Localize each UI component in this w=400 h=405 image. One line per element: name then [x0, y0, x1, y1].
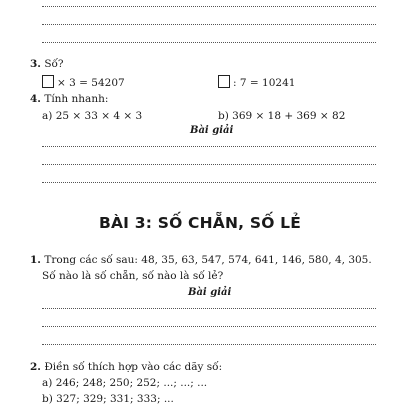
question-2-part-a: a) 246; 248; 250; 252; ...; ...; ... — [42, 377, 208, 389]
exercise-3-heading: 3. Số? — [30, 58, 64, 70]
answer-line — [42, 164, 376, 165]
answer-line — [42, 182, 376, 183]
solution-label: Bài giải — [188, 287, 232, 298]
question-2-heading: 2. Điền số thích hợp vào các dãy số: — [30, 361, 223, 373]
lesson-title: BÀI 3: SỐ CHẴN, SỐ LẺ — [98, 214, 302, 232]
question-2-part-b: b) 327; 329; 331; 333; ... — [42, 393, 174, 405]
answer-line — [42, 344, 376, 345]
question-1-line-2: Số nào là số chẵn, số nào là số lẻ? — [42, 270, 224, 282]
exercise-4-part-a: a) 25 × 33 × 4 × 3 — [42, 110, 143, 122]
exercise-3-equation-1: × 3 = 54207 — [42, 75, 125, 89]
answer-line — [42, 24, 376, 25]
blank-box[interactable] — [42, 75, 54, 88]
solution-label: Bài giải — [190, 125, 234, 136]
exercise-4-heading: 4. Tính nhanh: — [30, 93, 109, 105]
answer-line — [42, 326, 376, 327]
answer-line — [42, 6, 376, 7]
answer-line — [42, 308, 376, 309]
answer-line — [42, 146, 376, 147]
blank-box[interactable] — [218, 75, 230, 88]
answer-line — [42, 42, 376, 43]
exercise-3-equation-2: : 7 = 10241 — [218, 75, 295, 89]
exercise-4-part-b: b) 369 × 18 + 369 × 82 — [218, 110, 346, 122]
question-1-line-1: 1. Trong các số sau: 48, 35, 63, 547, 574, 641, 146, 580, 4, 305. — [30, 254, 372, 266]
